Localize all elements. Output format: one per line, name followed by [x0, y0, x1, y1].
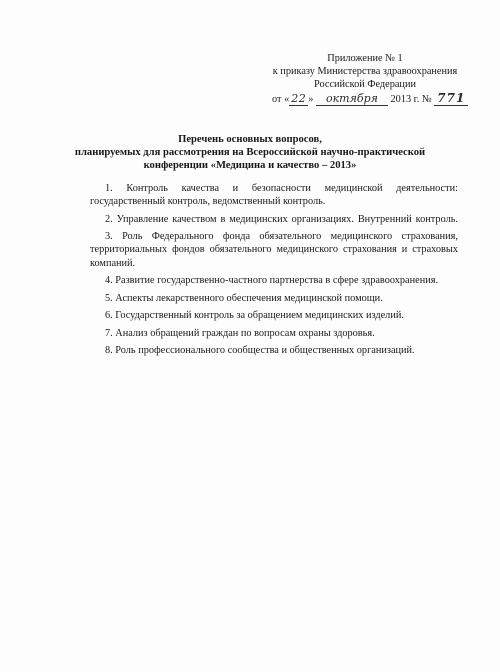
list-item-text: 6. Государственный контроль за обращением медицинских изделий.: [105, 310, 404, 322]
list-item-continuation: компаний.: [90, 257, 136, 269]
title-line-1: Перечень основных вопросов,: [178, 134, 322, 145]
date-prefix: от «: [272, 94, 290, 105]
list-item-continuation: территориальных фондов обязательного медицинского страхования и страховых: [90, 244, 458, 256]
list-item: [90, 292, 458, 305]
appendix-number: Приложение № 1: [327, 53, 403, 64]
appendix-order-ref: к приказу Министерства здравоохранения: [272, 66, 458, 77]
appendix-federation: Российской Федерации: [314, 79, 416, 90]
list-item-text: 5. Аспекты лекарственного обеспечения медицинской помощи.: [105, 292, 383, 304]
list-item-text: 1. Контроль качества и безопасности медицинской деятельности:: [105, 183, 458, 194]
list-item: [90, 327, 458, 340]
list-item-text: 3. Роль Федерального фонда обязательного медицинского страхования,: [105, 231, 458, 243]
list-item-text: 8. Роль профессионального сообщества и общественных организаций.: [105, 345, 415, 357]
list-item: [90, 274, 458, 287]
date-suffix: 2013 г. №: [390, 94, 432, 105]
list-item: [90, 230, 458, 270]
handwritten-order-number: 771: [434, 91, 468, 106]
list-item-continuation: государственный контроль, ведомственный контроль.: [90, 196, 326, 208]
date-mid: »: [308, 94, 314, 105]
list-item: [90, 213, 458, 226]
handwritten-day: 22: [291, 92, 307, 105]
title-line-2: планируемых для рассмотрения на Всероссийской научно-практической: [74, 147, 426, 158]
list-item: [90, 344, 458, 357]
appendix-header: [250, 52, 480, 91]
list-item-text: 7. Анализ обращений граждан по вопросам охраны здоровья.: [105, 327, 375, 339]
order-date-line: [272, 92, 487, 106]
list-item-text: 4. Развитие государственно-частного партнерства в сфере здравоохранения.: [105, 275, 439, 287]
list-item: [90, 182, 458, 208]
list-item: [90, 309, 458, 322]
title-line-3: конференции «Медицина и качество – 2013»: [143, 160, 357, 171]
questions-list: [90, 182, 458, 362]
list-item-text: 2. Управление качеством в медицинских организациях. Внутренний контроль.: [105, 213, 458, 225]
handwritten-month: октября: [316, 92, 388, 106]
document-title: [40, 133, 460, 172]
